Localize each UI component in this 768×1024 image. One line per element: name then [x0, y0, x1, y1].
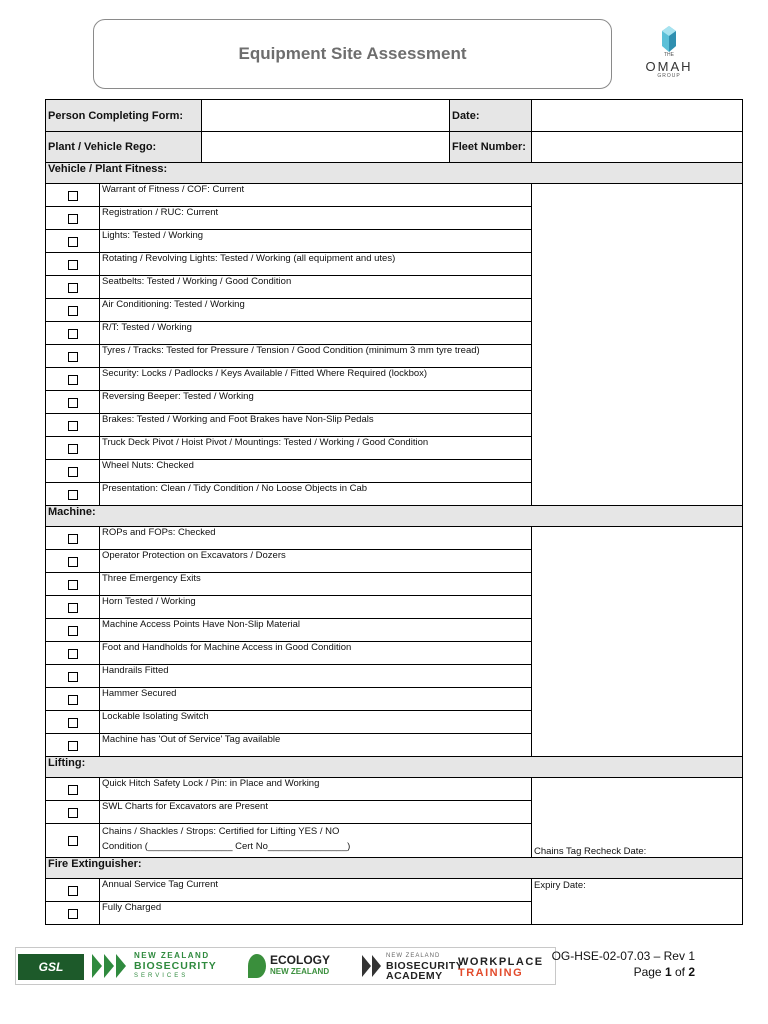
- item-label: Presentation: Clean / Tidy Condition / No Loose Objects in Cab: [100, 483, 532, 506]
- expiry-label: Expiry Date:: [534, 880, 586, 891]
- item-label: Operator Protection on Excavators / Dozers: [100, 550, 532, 573]
- checkbox[interactable]: [46, 619, 100, 642]
- item-label: Reversing Beeper: Tested / Working: [100, 391, 532, 414]
- checkbox[interactable]: [46, 902, 100, 925]
- item-label: Seatbelts: Tested / Working / Good Condition: [100, 276, 532, 299]
- item-label: Security: Locks / Padlocks / Keys Available / Fitted Where Required (lockbox): [100, 368, 532, 391]
- item-label: Wheel Nuts: Checked: [100, 460, 532, 483]
- doc-ref-code: OG-HSE-02-07.03 – Rev 1: [551, 949, 695, 963]
- item-label: [100, 824, 532, 858]
- logo-the: THE: [664, 52, 674, 58]
- item-label: Lights: Tested / Working: [100, 230, 532, 253]
- gsl-logo: [18, 954, 84, 980]
- checkbox[interactable]: [46, 207, 100, 230]
- page-current: 1: [664, 965, 672, 979]
- checkbox[interactable]: [46, 688, 100, 711]
- item-label: Fully Charged: [100, 902, 532, 925]
- logo-name: OMAH: [645, 59, 693, 74]
- chevron-icon: [116, 954, 126, 978]
- condition-line: Condition (________________ Cert No_______________): [102, 841, 351, 852]
- checkbox[interactable]: [46, 276, 100, 299]
- item-label: Air Conditioning: Tested / Working: [100, 299, 532, 322]
- person-label: Person Completing Form:: [46, 100, 202, 132]
- document-reference: [552, 948, 695, 980]
- nzbs-line-2: BIOSECURITY: [134, 960, 217, 972]
- checkbox[interactable]: [46, 437, 100, 460]
- list-item: [46, 879, 743, 902]
- item-label: Annual Service Tag Current: [100, 879, 532, 902]
- checkbox[interactable]: [46, 879, 100, 902]
- nzbs-line-1: NEW ZEALAND: [134, 951, 210, 960]
- checkbox[interactable]: [46, 230, 100, 253]
- item-label: Tyres / Tracks: Tested for Pressure / Tension / Good Condition (minimum 3 mm tyre tread): [100, 345, 532, 368]
- chevron-icon: [92, 954, 102, 978]
- ecology-nz-logo: [248, 948, 330, 984]
- checkbox[interactable]: [46, 391, 100, 414]
- checkbox[interactable]: [46, 460, 100, 483]
- chains-line: Chains / Shackles / Strops: Certified for Lifting YES / NO: [102, 826, 340, 837]
- item-label: Handrails Fitted: [100, 665, 532, 688]
- date-label: Date:: [450, 100, 532, 132]
- eco-line-2: NEW ZEALAND: [270, 967, 330, 976]
- leaf-icon: [248, 954, 266, 978]
- rego-label: Plant / Vehicle Rego:: [46, 132, 202, 163]
- item-label: Hammer Secured: [100, 688, 532, 711]
- fleet-field[interactable]: [532, 132, 743, 163]
- logo-group: GROUP: [657, 73, 681, 79]
- checkbox[interactable]: [46, 253, 100, 276]
- workplace-training-logo: [458, 948, 544, 993]
- page-total: 2: [688, 965, 695, 979]
- item-label: Rotating / Revolving Lights: Tested / Working (all equipment and utes): [100, 253, 532, 276]
- section-title-machine: Machine:: [46, 506, 743, 527]
- page-of: of: [671, 965, 689, 979]
- crystal-icon: [661, 26, 677, 52]
- checkbox[interactable]: [46, 414, 100, 437]
- chains-recheck-label: Chains Tag Recheck Date:: [534, 846, 647, 857]
- item-label: R/T: Tested / Working: [100, 322, 532, 345]
- section-header: [46, 858, 743, 879]
- checkbox[interactable]: [46, 345, 100, 368]
- item-label: Lockable Isolating Switch: [100, 711, 532, 734]
- wt-line-1: WORKPLACE: [458, 956, 544, 968]
- fleet-label: Fleet Number:: [450, 132, 532, 163]
- list-item: [46, 778, 743, 801]
- checkbox[interactable]: [46, 642, 100, 665]
- section-title-vehicle: Vehicle / Plant Fitness:: [46, 163, 743, 184]
- item-label: Foot and Handholds for Machine Access in Good Condition: [100, 642, 532, 665]
- section-title-fire: Fire Extinguisher:: [46, 858, 743, 879]
- checkbox[interactable]: [46, 801, 100, 824]
- item-label: Three Emergency Exits: [100, 573, 532, 596]
- checkbox[interactable]: [46, 573, 100, 596]
- item-label: Registration / RUC: Current: [100, 207, 532, 230]
- item-label: Brakes: Tested / Working and Foot Brakes have Non-Slip Pedals: [100, 414, 532, 437]
- assessment-table: [45, 99, 743, 925]
- checkbox[interactable]: [46, 596, 100, 619]
- section-header: [46, 757, 743, 778]
- checkbox[interactable]: [46, 734, 100, 757]
- rego-field[interactable]: [202, 132, 450, 163]
- item-label: Quick Hitch Safety Lock / Pin: in Place and Working: [100, 778, 532, 801]
- nzbs-line-3: SERVICES: [134, 973, 189, 979]
- page-title: Equipment Site Assessment: [238, 44, 467, 63]
- academy-line-2: BIOSECURITY: [386, 960, 464, 972]
- list-item: [46, 527, 743, 550]
- academy-line-1: NEW ZEALAND: [386, 953, 441, 959]
- checkbox[interactable]: [46, 299, 100, 322]
- item-label: ROPs and FOPs: Checked: [100, 527, 532, 550]
- chevron-icon: [372, 955, 381, 977]
- item-label: Warrant of Fitness / COF: Current: [100, 184, 532, 207]
- date-field[interactable]: [532, 100, 743, 132]
- eco-line-1: ECOLOGY: [270, 953, 331, 967]
- academy-line-3: ACADEMY: [386, 970, 443, 982]
- page-prefix: Page: [633, 965, 665, 979]
- title-box: [93, 19, 612, 89]
- notes-field-vehicle[interactable]: [532, 184, 743, 506]
- page-number: [552, 964, 695, 980]
- notes-field-machine[interactable]: [532, 527, 743, 757]
- checkbox[interactable]: [46, 483, 100, 506]
- checkbox[interactable]: [46, 527, 100, 550]
- section-title-lifting: Lifting:: [46, 757, 743, 778]
- item-label: Truck Deck Pivot / Hoist Pivot / Mountings: Tested / Working / Good Condition: [100, 437, 532, 460]
- chains-recheck-field[interactable]: [532, 778, 743, 858]
- gsl-text: GSL: [38, 960, 64, 974]
- item-label: Horn Tested / Working: [100, 596, 532, 619]
- footer-logos: [15, 947, 556, 985]
- item-label: Machine Access Points Have Non-Slip Material: [100, 619, 532, 642]
- checkbox[interactable]: [46, 550, 100, 573]
- chevron-icon: [362, 955, 371, 977]
- item-label: Machine has 'Out of Service' Tag available: [100, 734, 532, 757]
- wt-line-2: TRAINING: [458, 967, 524, 979]
- omah-logo: [634, 26, 704, 86]
- expiry-field[interactable]: [532, 879, 743, 925]
- checkbox[interactable]: [46, 368, 100, 391]
- item-label: SWL Charts for Excavators are Present: [100, 801, 532, 824]
- section-header: [46, 506, 743, 527]
- section-header: [46, 163, 743, 184]
- biosecurity-academy-logo: [362, 948, 463, 984]
- chevron-icon: [104, 954, 114, 978]
- list-item: [46, 184, 743, 207]
- checkbox[interactable]: [46, 665, 100, 688]
- checkbox[interactable]: [46, 184, 100, 207]
- checkbox[interactable]: [46, 711, 100, 734]
- person-field[interactable]: [202, 100, 450, 132]
- checkbox[interactable]: [46, 778, 100, 801]
- checkbox[interactable]: [46, 824, 100, 858]
- checkbox[interactable]: [46, 322, 100, 345]
- nz-biosecurity-services-logo: [92, 948, 217, 984]
